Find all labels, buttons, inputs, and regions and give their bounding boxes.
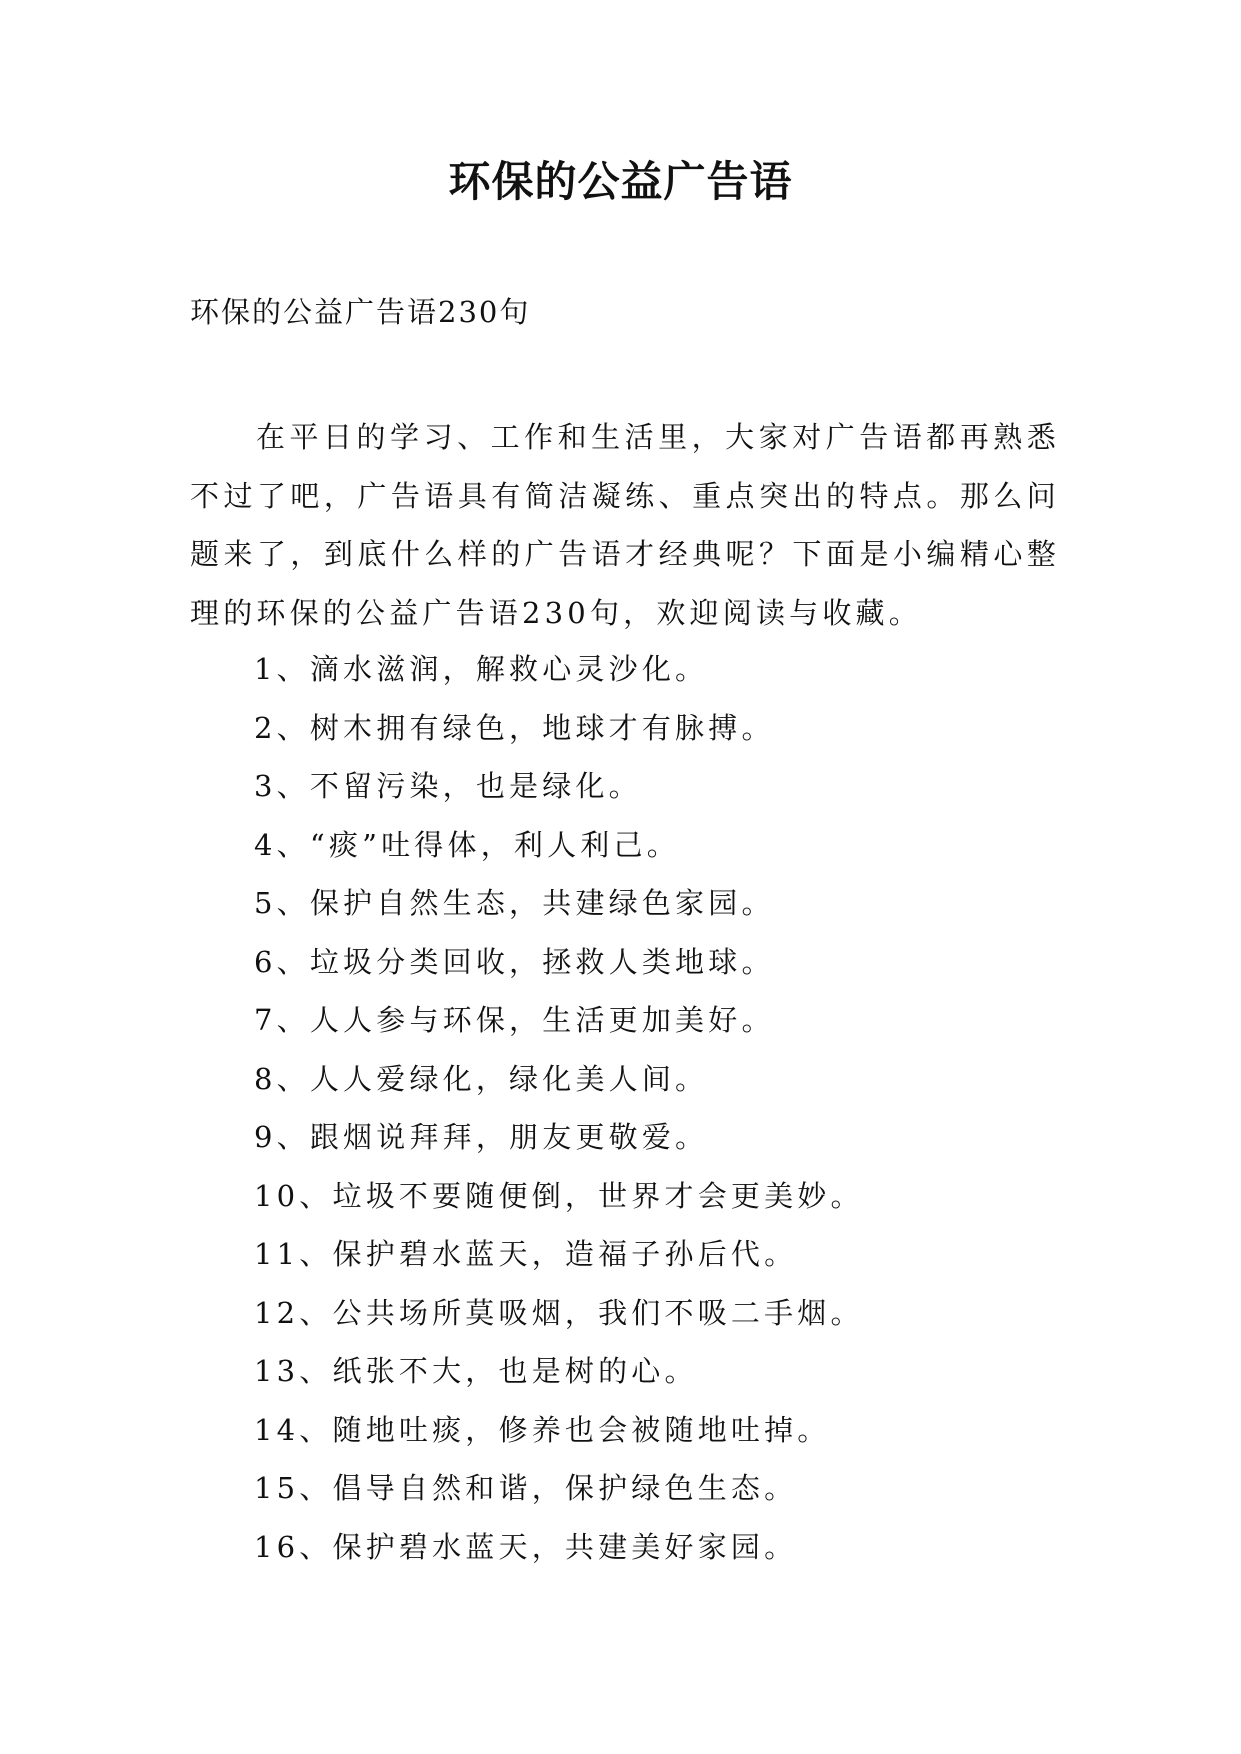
list-item: 16、保护碧水蓝天，共建美好家园。 bbox=[254, 1529, 798, 1564]
list-item: 3、不留污染，也是绿化。 bbox=[254, 769, 642, 803]
document-title: 环保的公益广告语 bbox=[448, 157, 793, 206]
list-item: 14、随地吐痰，修养也会被随地吐掉。 bbox=[254, 1412, 831, 1447]
list-item: 1、滴水滋润，解救心灵沙化。 bbox=[254, 652, 709, 686]
slogan-list bbox=[254, 640, 864, 1576]
list-item: 4、“痰”吐得体，利人利己。 bbox=[254, 827, 680, 862]
list-item: 15、倡导自然和谐，保护绿色生态。 bbox=[254, 1471, 798, 1505]
list-item: 11、保护碧水蓝天，造福子孙后代。 bbox=[254, 1237, 798, 1271]
intro-paragraph: 在平日的学习、工作和生活里，大家对广告语都再熟悉不过了吧，广告语具有简洁凝练、重点突出的特点。那么问题来了，到底什么样的广告语才经典呢？下面是小编精心整理的环保的公益广告语230句，欢迎阅读与收藏。 bbox=[190, 420, 1060, 630]
list-item: 9、跟烟说拜拜，朋友更敬爱。 bbox=[254, 1120, 709, 1154]
list-item: 12、公共场所莫吸烟，我们不吸二手烟。 bbox=[254, 1295, 864, 1330]
list-item: 10、垃圾不要随便倒，世界才会更美妙。 bbox=[254, 1178, 864, 1213]
list-item: 5、保护自然生态，共建绿色家园。 bbox=[254, 886, 775, 920]
document-subtitle: 环保的公益广告语230句 bbox=[190, 295, 531, 329]
list-item: 8、人人爱绿化，绿化美人间。 bbox=[254, 1061, 709, 1096]
list-item: 2、树木拥有绿色，地球才有脉搏。 bbox=[254, 710, 775, 745]
list-item: 6、垃圾分类回收，拯救人类地球。 bbox=[254, 944, 775, 979]
list-item: 13、纸张不大，也是树的心。 bbox=[254, 1354, 698, 1388]
list-item: 7、人人参与环保，生活更加美好。 bbox=[254, 1003, 775, 1037]
